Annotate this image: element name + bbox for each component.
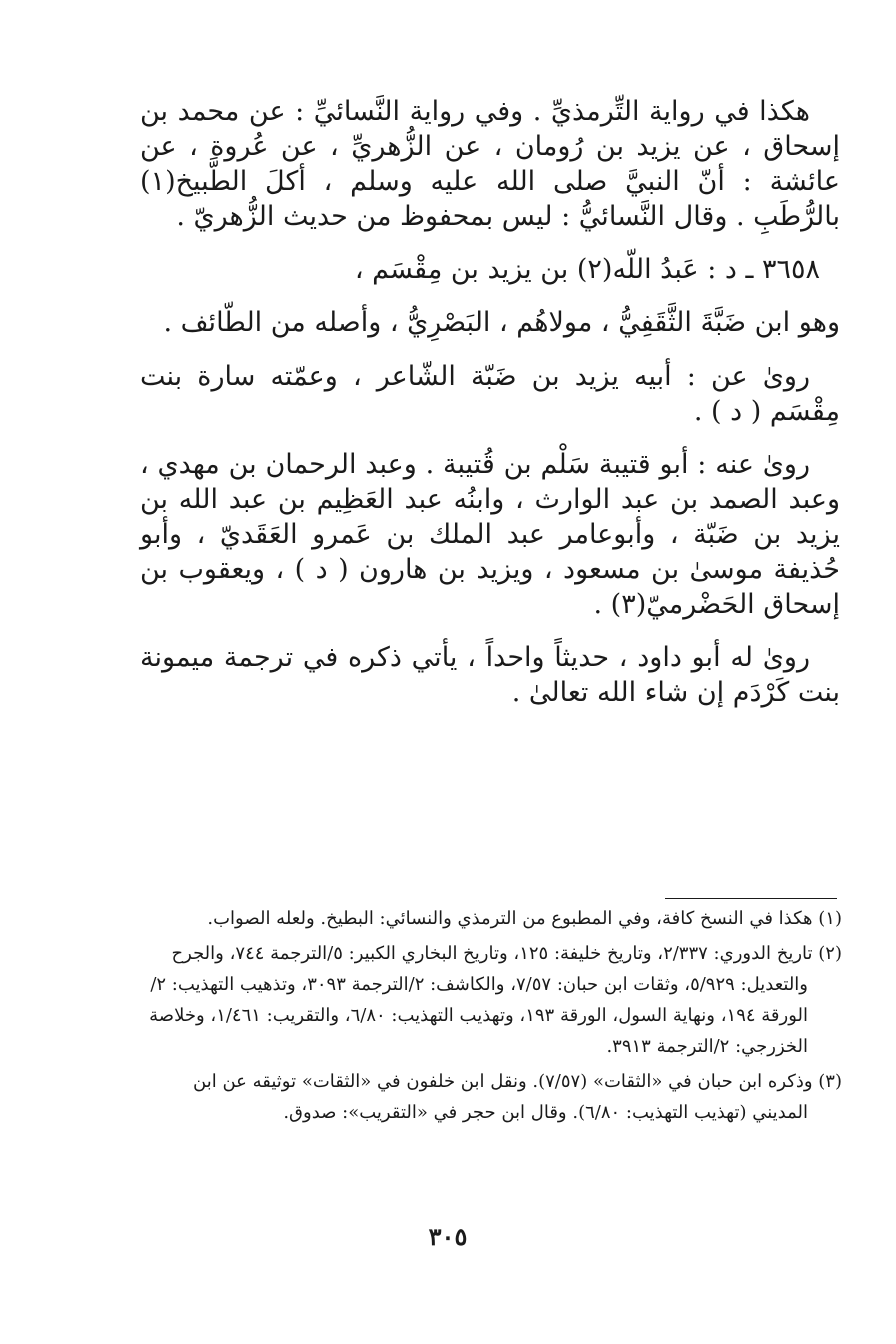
footnotes: [140, 904, 842, 1133]
paragraph-lineage: وهو ابن ضَبَّةَ الثَّقَفِيُّ ، مولاهُم ، البَصْرِيُّ ، وأصله من الطّائف .: [163, 307, 840, 339]
footnote-2: (٢) تاريخ الدوري: ٢/٣٣٧، وتاريخ خليفة: ١٢٥، وتاريخ البخاري الكبير: ٥/الترجمة ٧٤٤، والجرح والتعديل: ٥/٩٢٩، وثقات ابن حبان: ٧/٥٧، والكاشف: ٢/الترجمة ٣٠٩٣، وتذهيب التهذيب: ٢/الورقة ١٩٤، ونهاية السول، الورقة ١٩٣، وتهذيب التهذيب: ٦/٨٠، والتقريب: ١/٤٦١، وخلاصة الخزرجي: ٢/الترجمة ٣٩١٣.: [149, 942, 842, 1057]
entry-heading: ٣٦٥٨ ـ د : عَبدُ اللّه(٢) بن يزيد بن مِقْسَم ،: [354, 254, 820, 286]
main-text: [140, 94, 840, 728]
paragraph-narrated-by: روىٰ عنه : أبو قتيبة سَلْم بن قُتيبة . وعبد الرحمان بن مهدي ، وعبد الصمد بن عبد الوارث ، وابنُه عبد العَظِيم بن عبد الله بن يزيد بن ضَبّة ، وأبوعامر عبد الملك بن عَمرو العَقَديّ ، وأبو حُذيفة موسىٰ بن مسعود ، ويزيد بن هارون ( د ) ، ويعقوب بن إسحاق الحَضْرميّ(٣) .: [140, 448, 840, 621]
paragraph-narrated-from: روىٰ عن : أبيه يزيد بن ضَبّة الشّاعر ، وعمّته سارة بنت مِقْسَم ( د ) .: [140, 360, 840, 427]
paragraph-reported-by: روىٰ له أبو داود ، حديثاً واحداً ، يأتي ذكره في ترجمة ميمونة بنت كَرْدَم إن شاء الله تعالىٰ .: [140, 642, 840, 709]
footnote-divider: [665, 898, 837, 899]
footnote-1: (١) هكذا في النسخ كافة، وفي المطبوع من الترمذي والنسائي: البطيخ. ولعله الصواب.: [207, 908, 842, 929]
paragraph-intro: هكذا في رواية التِّرمذيِّ . وفي رواية النَّسائيِّ : عن محمد بن إسحاق ، عن يزيد بن رُومان ، عن الزُّهريِّ ، عن عُروة ، عن عائشة : أنّ النبيَّ صلى الله عليه وسلم ، أكلَ الطَّبيخ(١) بالرُّطَبِ . وقال النَّسائيُّ : ليس بمحفوظ من حديث الزُّهريّ .: [140, 96, 840, 233]
page-number: ٣٠٥: [428, 1222, 468, 1251]
footnote-3: (٣) وذكره ابن حبان في «الثقات» (٧/٥٧). ونقل ابن خلفون في «الثقات» توثيقه عن ابن المديني (تهذيب التهذيب: ٦/٨٠). وقال ابن حجر في «التقريب»: صدوق.: [193, 1070, 842, 1123]
